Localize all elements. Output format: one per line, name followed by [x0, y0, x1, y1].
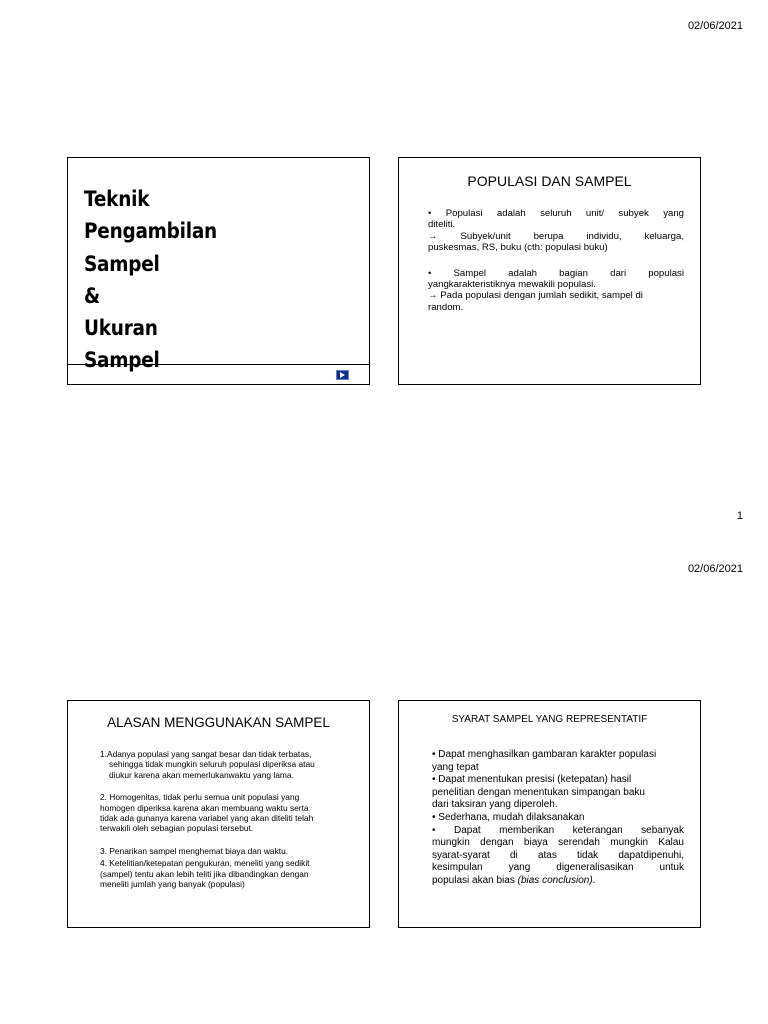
body-line: homogen diperiksa karena akan membuang waktu serta — [100, 802, 309, 813]
body-line: meneliti jumlah yang banyak (populasi) — [100, 879, 245, 890]
body-line: • Dapat menghasilkan gambaran karakter populasi — [432, 749, 657, 760]
body-line: syarat-syarat di atas tidak dapatdipenuhi, — [432, 849, 684, 861]
body-line: • Sampel adalah bagian dari populasi — [428, 267, 684, 279]
body-line: yangkarakteristiknya mewakili populasi. — [428, 279, 596, 291]
body-line — [432, 875, 684, 888]
body-line: • Dapat menentukan presisi (ketepatan) hasil — [432, 774, 632, 786]
body-line: • Populasi adalah seluruh unit/ subyek yang — [428, 208, 684, 219]
body-line: → Pada populasi dengan jumlah sedikit, sampel di — [428, 290, 643, 302]
body-line: sehingga tidak mungkin seluruh populasi diperiksa atau — [109, 759, 315, 770]
slide-body — [432, 749, 684, 888]
slide-heading: SYARAT SAMPEL YANG REPRESENTATIF — [451, 714, 648, 725]
slide-alasan — [67, 700, 370, 928]
body-line: kesimpulan yang digeneralisasikan untuk — [432, 862, 684, 874]
title-line: & — [84, 283, 100, 309]
body-line: yang tepat — [432, 761, 479, 773]
page-date: 02/06/2021 — [687, 20, 743, 32]
page-number: 1 — [736, 510, 743, 522]
body-line: terwakili oleh sebagian populasi tersebut. — [100, 823, 254, 834]
body-line: tidak ada gunanya karena variabel yang akan diteliti telah — [100, 813, 314, 824]
body-line: dari taksiran yang diperoleh. — [432, 799, 558, 811]
body-line: • Dapat memberikan keterangan sebanyak — [432, 824, 684, 836]
body-line: penelitian dengan menentukan simpangan baku — [432, 786, 645, 798]
body-line: 3. Penarikan sampel menghemat biaya dan waktu. — [100, 845, 289, 856]
body-line: 2. Homogenitas, tidak perlu semua unit populasi yang — [100, 792, 300, 803]
title-line: Sampel — [84, 348, 160, 374]
body-line: 4. Ketelitian/ketepatan pengukuran, meneliti yang sedikit — [100, 858, 310, 869]
title-line: Pengambilan — [84, 219, 217, 245]
body-text: populasi akan bias — [432, 874, 518, 886]
title-line: Ukuran — [84, 316, 158, 342]
slide-populasi — [398, 157, 701, 385]
title-line: Sampel — [84, 251, 160, 277]
title-line: Teknik — [84, 187, 150, 212]
page-date: 02/06/2021 — [687, 563, 743, 575]
body-text: . — [592, 874, 596, 886]
slide-body — [428, 208, 684, 313]
slide-title-text — [84, 184, 217, 378]
body-text-italic: (bias conclusion) — [517, 874, 593, 886]
body-line: mungkin dengan biaya serendah mungkin Kalau — [432, 837, 684, 849]
body-line: (sampel) tentu akan lebih teliti jika dibandingkan dengan — [100, 868, 309, 879]
body-line: • Sederhana, mudah dilaksanakan — [432, 811, 585, 823]
body-line: diukur karena akan memerlukanwaktu yang lama. — [109, 769, 294, 780]
slide-syarat — [398, 700, 701, 928]
slide-heading: POPULASI DAN SAMPEL — [467, 173, 632, 189]
body-line: puskesmas, RS, buku (cth: populasi buku) — [428, 242, 608, 254]
slide-body — [100, 749, 353, 889]
body-line: 1.Adanya populasi yang sangat besar dan tidak terbatas, — [100, 749, 312, 759]
play-icon[interactable] — [336, 370, 349, 380]
body-line: → Subyek/unit berupa individu, keluarga, — [428, 230, 684, 242]
slide-divider — [68, 364, 369, 365]
body-line: random. — [428, 301, 464, 313]
slide-heading: ALASAN MENGGUNAKAN SAMPEL — [107, 715, 330, 730]
slide-title — [67, 157, 370, 385]
body-line: diteliti. — [428, 219, 456, 231]
